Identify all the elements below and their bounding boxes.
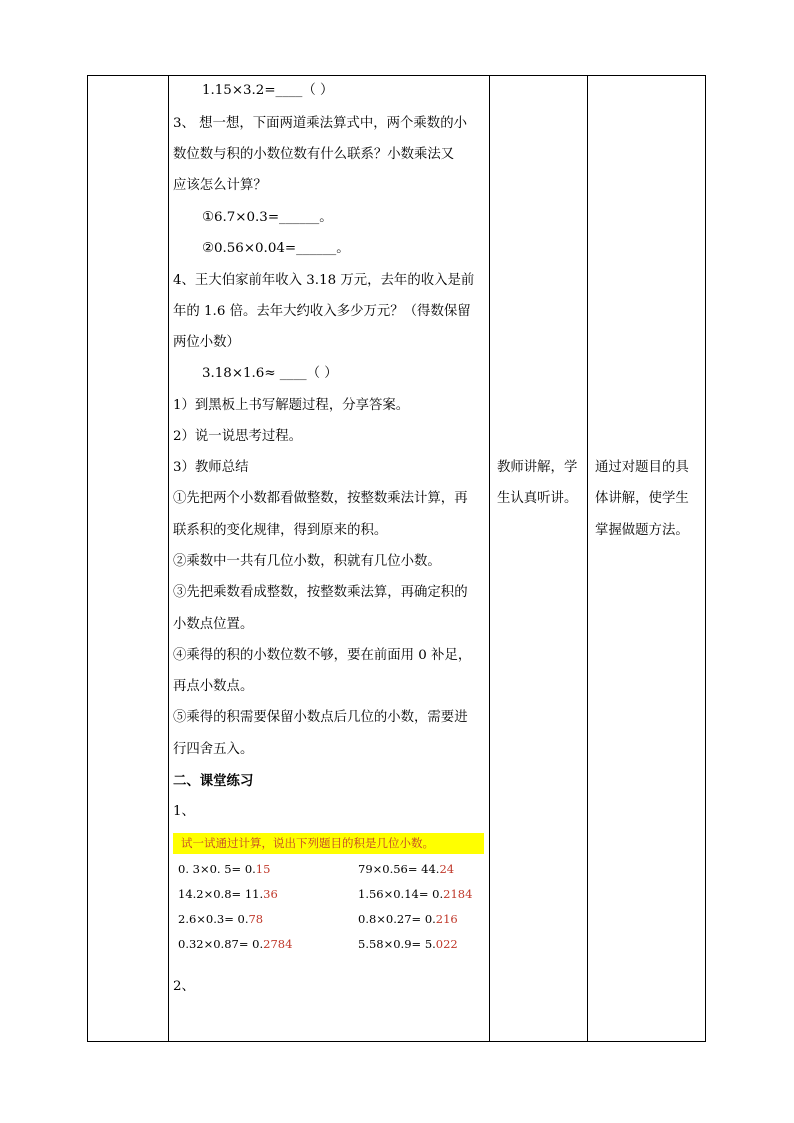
equation-answer: 15 xyxy=(255,862,271,876)
equation-left xyxy=(178,861,270,877)
intent-line: 体讲解，使学生 xyxy=(595,491,689,506)
content-line: 1.15×3.2=____（ ） xyxy=(202,83,334,98)
content-line: 3.18×1.6≈ ____（ ） xyxy=(202,366,338,381)
equation-left xyxy=(178,911,263,927)
section-title: 二、课堂练习 xyxy=(173,773,254,789)
equation-answer: 24 xyxy=(439,862,455,876)
content-line: ④乘得的积的小数位数不够，要在前面用 0 补足， xyxy=(173,648,472,663)
content-line: 联系积的变化规律，得到原来的积。 xyxy=(173,523,388,538)
design-intent-cell xyxy=(587,76,707,1041)
lesson-table xyxy=(87,75,706,1042)
equation-answer: 2184 xyxy=(443,887,473,901)
equation-text: 0.8×0.27= 0. xyxy=(358,912,436,926)
content-line: 4、王大伯家前年收入 3.18 万元，去年的收入是前 xyxy=(173,273,475,288)
content-line: ③先把乘数看成整数，按整数乘法算，再确定积的 xyxy=(173,585,468,600)
equation-answer: 2784 xyxy=(263,937,293,951)
content-line: 两位小数） xyxy=(173,335,240,350)
equation-right xyxy=(358,911,458,927)
question-label: 2、 xyxy=(173,979,195,994)
teaching-content-cell xyxy=(168,76,489,1041)
content-line: 行四舍五入。 xyxy=(173,742,254,757)
content-line: ⑤乘得的积需要保留小数点后几位的小数，需要进 xyxy=(173,710,468,725)
equation-text: 14.2×0.8= 11. xyxy=(178,887,264,901)
content-line: 小数点位置。 xyxy=(173,617,254,632)
equation-answer: 78 xyxy=(248,912,264,926)
exercise-image xyxy=(173,833,484,963)
content-line: ①6.7×0.3=______。 xyxy=(202,210,333,225)
equation-text: 79×0.56= 44. xyxy=(358,862,440,876)
equation-text: 2.6×0.3= 0. xyxy=(178,912,249,926)
content-line: 年的 1.6 倍。去年大约收入多少万元？（得数保留 xyxy=(173,304,471,319)
equation-left xyxy=(178,886,278,902)
content-line: 3）教师总结 xyxy=(173,460,249,475)
activity-line: 教师讲解，学 xyxy=(497,460,578,475)
equation-answer: 022 xyxy=(435,937,458,951)
equation-text: 0. 3×0. 5= 0. xyxy=(178,862,256,876)
question-label: 1、 xyxy=(173,804,195,819)
equation-right xyxy=(358,886,472,902)
content-line: ①先把两个小数都看做整数，按整数乘法计算，再 xyxy=(173,491,468,506)
content-line: 再点小数点。 xyxy=(173,679,254,694)
equation-text: 1.56×0.14= 0. xyxy=(358,887,444,901)
content-line: 3、 想一想，下面两道乘法算式中，两个乘数的小 xyxy=(173,116,467,131)
equation-answer: 216 xyxy=(435,912,458,926)
equation-right xyxy=(358,936,458,952)
teacher-activity-cell xyxy=(489,76,587,1041)
equation-answer: 36 xyxy=(263,887,278,901)
content-line: 1）到黑板上书写解题过程，分享答案。 xyxy=(173,398,410,413)
equation-right xyxy=(358,861,454,877)
content-line: 数位数与积的小数位数有什么联系？小数乘法又 xyxy=(173,147,455,162)
activity-line: 生认真听讲。 xyxy=(497,491,578,506)
exercise-banner: 试一试通过计算，说出下列题目的积是几位小数。 xyxy=(173,833,484,854)
content-line: 2）说一说思考过程。 xyxy=(173,429,303,444)
intent-line: 掌握做题方法。 xyxy=(595,523,689,538)
intent-line: 通过对题目的具 xyxy=(595,460,689,475)
equation-text: 5.58×0.9= 5. xyxy=(358,937,436,951)
content-line: ②0.56×0.04=______。 xyxy=(202,241,350,256)
empty-first-column xyxy=(88,76,168,1041)
content-line: ②乘数中一共有几位小数，积就有几位小数。 xyxy=(173,554,441,569)
equation-left xyxy=(178,936,292,952)
equation-text: 0.32×0.87= 0. xyxy=(178,937,264,951)
content-line: 应该怎么计算？ xyxy=(173,178,267,193)
